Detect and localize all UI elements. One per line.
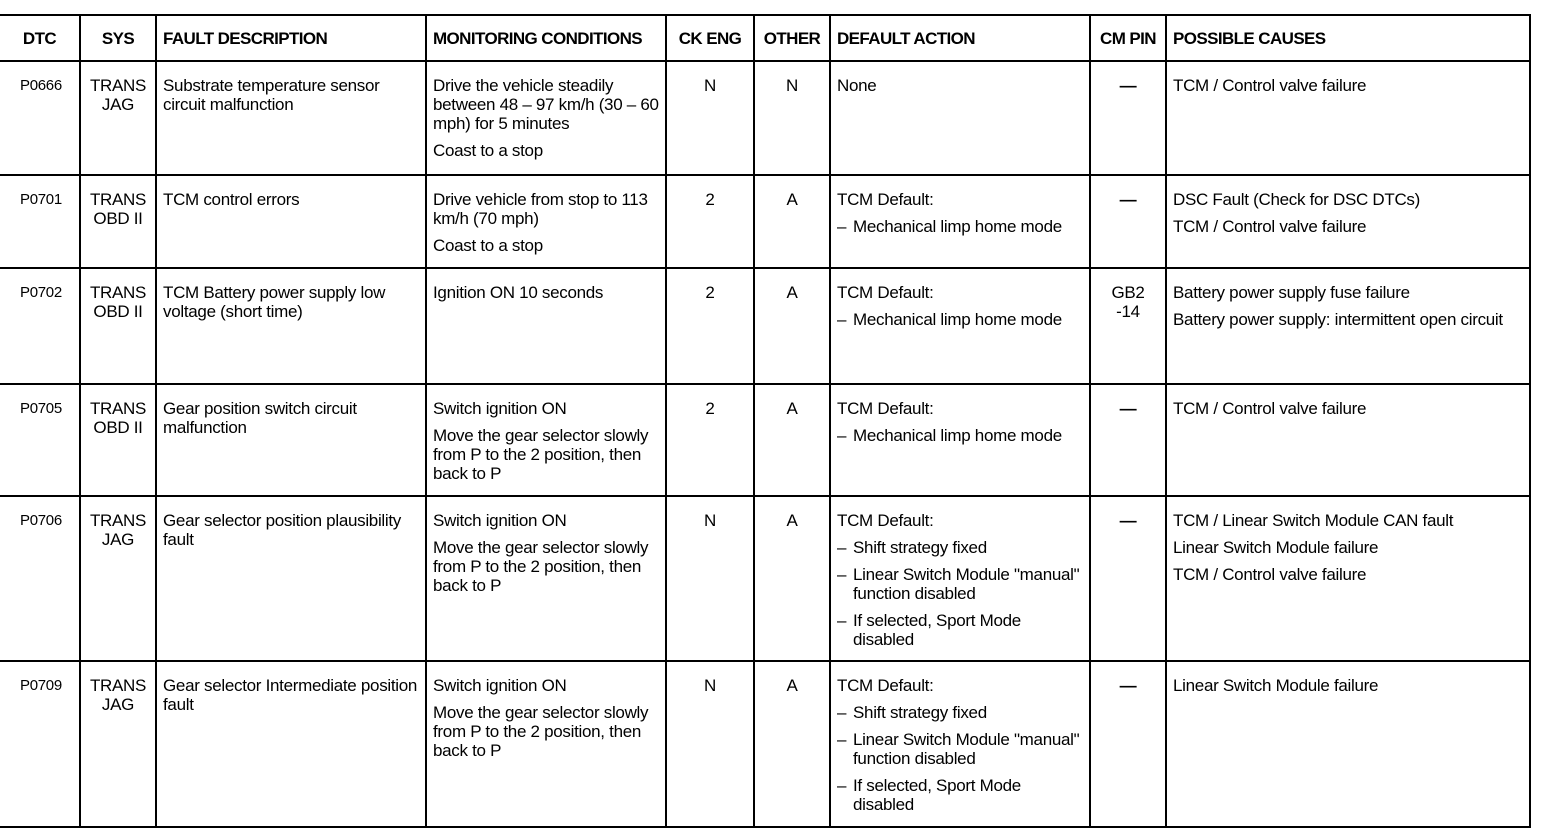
dtc-code-cell: P0701 [0, 175, 80, 268]
monitoring-step: Drive vehicle from stop to 113 km/h (70 mph) [433, 190, 648, 228]
dash-bullet-icon: – [837, 565, 847, 584]
table-row [0, 268, 1530, 384]
default-action-title: TCM Default: [837, 283, 934, 302]
cm-pin-cell [1090, 661, 1166, 827]
cm-pin-cell [1090, 384, 1166, 496]
cm-pin-cell [1090, 496, 1166, 661]
dtc-code-cell: P0706 [0, 496, 80, 661]
dash-bullet-icon: – [837, 538, 847, 557]
dash-bullet-icon: – [837, 611, 847, 630]
default-action-cell [830, 61, 1090, 175]
possible-causes-cell [1166, 496, 1530, 661]
default-action-title: TCM Default: [837, 190, 934, 209]
default-action-cell [830, 175, 1090, 268]
monitoring-step: Move the gear selector slowly from P to the 2 position, then back to P [433, 538, 649, 595]
monitoring-conditions-cell [426, 268, 666, 384]
fault-description-cell: Gear position switch circuit malfunction [156, 384, 426, 496]
possible-cause: TCM / Control valve failure [1173, 217, 1367, 236]
header-default-action: DEFAULT ACTION [830, 15, 1090, 61]
fault-description-cell: TCM control errors [156, 175, 426, 268]
default-action-cell [830, 268, 1090, 384]
monitoring-conditions-cell [426, 61, 666, 175]
header-dtc: DTC [0, 15, 80, 61]
system-line: TRANS [89, 76, 147, 95]
cm-pin-value: — [1119, 399, 1137, 418]
possible-cause: TCM / Linear Switch Module CAN fault [1173, 511, 1454, 530]
ck-eng-cell: 2 [666, 268, 754, 384]
possible-cause: Battery power supply: intermittent open circuit [1173, 310, 1503, 329]
header-possible-causes: POSSIBLE CAUSES [1166, 15, 1530, 61]
system-cell [80, 496, 156, 661]
dash-bullet-icon: – [837, 703, 847, 722]
possible-causes-cell [1166, 268, 1530, 384]
system-line: TRANS [89, 511, 147, 530]
possible-cause: Linear Switch Module failure [1173, 676, 1379, 695]
dash-bullet-icon: – [837, 310, 847, 329]
monitoring-step: Switch ignition ON [433, 676, 567, 695]
other-cell: A [754, 175, 830, 268]
dtc-table-sheet [0, 14, 1531, 828]
dtc-table [0, 14, 1531, 828]
monitoring-conditions-cell [426, 661, 666, 827]
header-other: OTHER [754, 15, 830, 61]
system-line: OBD II [93, 418, 143, 437]
fault-description-cell: Gear selector Intermediate position fault [156, 661, 426, 827]
cm-pin-value: — [1119, 676, 1137, 695]
dash-bullet-icon: – [837, 217, 847, 236]
ck-eng-cell: 2 [666, 175, 754, 268]
system-line: TRANS [89, 190, 147, 209]
table-row [0, 384, 1530, 496]
ck-eng-cell: 2 [666, 384, 754, 496]
system-line: JAG [101, 695, 135, 714]
monitoring-conditions-cell [426, 384, 666, 496]
default-action-item: – Shift strategy fixed [837, 538, 987, 557]
cm-pin-cell [1090, 175, 1166, 268]
monitoring-step: Switch ignition ON [433, 399, 567, 418]
possible-causes-cell [1166, 61, 1530, 175]
header-cm-pin: CM PIN [1090, 15, 1166, 61]
cm-pin-value: -14 [1116, 302, 1140, 321]
possible-cause: Linear Switch Module failure [1173, 538, 1379, 557]
monitoring-step: Move the gear selector slowly from P to the 2 position, then back to P [433, 426, 649, 483]
system-line: TRANS [89, 399, 147, 418]
system-cell [80, 268, 156, 384]
possible-cause: TCM / Control valve failure [1173, 76, 1367, 95]
dash-bullet-icon: – [837, 776, 847, 795]
cm-pin-value: — [1119, 190, 1137, 209]
monitoring-conditions-cell [426, 496, 666, 661]
cm-pin-value: — [1119, 511, 1137, 530]
dash-bullet-icon: – [837, 426, 847, 445]
header-sys: SYS [80, 15, 156, 61]
possible-cause: Battery power supply fuse failure [1173, 283, 1410, 302]
default-action-title: TCM Default: [837, 399, 934, 418]
default-action-title: None [837, 76, 877, 95]
dtc-code-cell: P0705 [0, 384, 80, 496]
table-row [0, 496, 1530, 661]
default-action-title: TCM Default: [837, 676, 934, 695]
default-action-item: – Linear Switch Module "manual" function disabled [837, 565, 1080, 603]
other-cell: A [754, 661, 830, 827]
header-monitoring-conditions: MONITORING CONDITIONS [426, 15, 666, 61]
ck-eng-cell: N [666, 661, 754, 827]
default-action-item: – If selected, Sport Mode disabled [837, 611, 1021, 649]
table-row [0, 661, 1530, 827]
possible-causes-cell [1166, 175, 1530, 268]
possible-causes-cell [1166, 384, 1530, 496]
possible-cause: TCM / Control valve failure [1173, 565, 1367, 584]
fault-description-cell: TCM Battery power supply low voltage (short time) [156, 268, 426, 384]
system-line: JAG [101, 530, 135, 549]
system-line: JAG [101, 95, 135, 114]
other-cell: N [754, 61, 830, 175]
monitoring-step: Coast to a stop [433, 141, 543, 160]
fault-description-cell: Gear selector position plausibility fault [156, 496, 426, 661]
monitoring-step: Coast to a stop [433, 236, 543, 255]
default-action-item: – Mechanical limp home mode [837, 310, 1062, 329]
default-action-cell [830, 496, 1090, 661]
header-ck-eng: CK ENG [666, 15, 754, 61]
system-line: OBD II [93, 302, 143, 321]
system-cell [80, 61, 156, 175]
possible-causes-cell [1166, 661, 1530, 827]
default-action-item: – If selected, Sport Mode disabled [837, 776, 1021, 814]
cm-pin-value: GB2 [1111, 283, 1145, 302]
default-action-item: – Mechanical limp home mode [837, 426, 1062, 445]
dtc-code-cell: P0709 [0, 661, 80, 827]
header-fault-description: FAULT DESCRIPTION [156, 15, 426, 61]
table-row [0, 175, 1530, 268]
cm-pin-cell [1090, 268, 1166, 384]
possible-cause: TCM / Control valve failure [1173, 399, 1367, 418]
other-cell: A [754, 496, 830, 661]
monitoring-step: Drive the vehicle steadily between 48 – 97 km/h (30 – 60 mph) for 5 minutes [433, 76, 659, 133]
monitoring-step: Ignition ON 10 seconds [433, 283, 604, 302]
default-action-item: – Linear Switch Module "manual" function disabled [837, 730, 1080, 768]
other-cell: A [754, 384, 830, 496]
default-action-cell [830, 661, 1090, 827]
dtc-table-body [0, 61, 1530, 827]
fault-description-cell: Substrate temperature sensor circuit malfunction [156, 61, 426, 175]
cm-pin-value: — [1119, 76, 1137, 95]
monitoring-step: Move the gear selector slowly from P to the 2 position, then back to P [433, 703, 649, 760]
ck-eng-cell: N [666, 496, 754, 661]
default-action-item: – Shift strategy fixed [837, 703, 987, 722]
monitoring-step: Switch ignition ON [433, 511, 567, 530]
monitoring-conditions-cell [426, 175, 666, 268]
system-line: OBD II [93, 209, 143, 228]
cm-pin-cell [1090, 61, 1166, 175]
default-action-item: – Mechanical limp home mode [837, 217, 1062, 236]
dtc-code-cell: P0702 [0, 268, 80, 384]
system-cell [80, 175, 156, 268]
header-row [0, 15, 1530, 61]
dtc-code-cell: P0666 [0, 61, 80, 175]
dash-bullet-icon: – [837, 730, 847, 749]
possible-cause: DSC Fault (Check for DSC DTCs) [1173, 190, 1420, 209]
ck-eng-cell: N [666, 61, 754, 175]
table-row [0, 61, 1530, 175]
system-line: TRANS [89, 283, 147, 302]
other-cell: A [754, 268, 830, 384]
system-cell [80, 384, 156, 496]
default-action-title: TCM Default: [837, 511, 934, 530]
system-line: TRANS [89, 676, 147, 695]
default-action-cell [830, 384, 1090, 496]
system-cell [80, 661, 156, 827]
